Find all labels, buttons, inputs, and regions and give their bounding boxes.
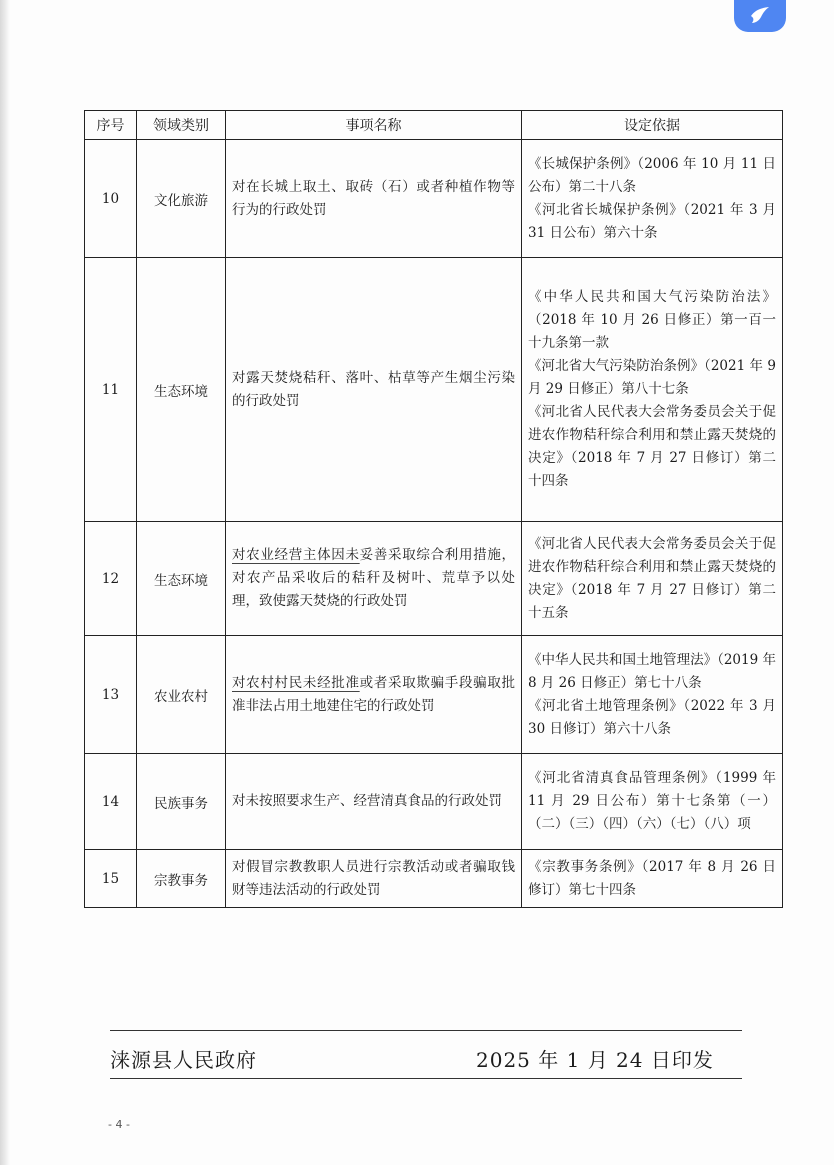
basis-entry: 《宗教事务条例》（2017 年 8 月 26 日修订）第七十四条 — [528, 858, 776, 898]
basis-entry: 《河北省清真食品管理条例》（1999 年 11 月 29 日公布）第十七条第（一）（二）（三）（四）（六）（七）（八）项 — [528, 770, 776, 832]
row-basis — [522, 522, 783, 636]
row-item: 对露天焚烧秸秆、落叶、枯草等产生烟尘污染的行政处罚 — [226, 258, 522, 522]
row-item: 对假冒宗教教职人员进行宗教活动或者骗取钱财等违法活动的行政处罚 — [226, 850, 522, 908]
row-category: 文化旅游 — [137, 140, 226, 258]
table-row — [85, 258, 783, 522]
table-header-row — [85, 111, 783, 140]
basis-entry: 《河北省人民代表大会常务委员会关于促进农作物秸秆综合利用和禁止露天焚烧的决定》（2018 年 7 月 27 日修订）第二十四条 — [528, 404, 776, 489]
basis-entry: 《长城保护条例》（2006 年 10 月 11 日公布）第二十八条 — [528, 155, 776, 195]
footer-divider-top — [110, 1030, 742, 1031]
row-item: 对在长城上取土、取砖（石）或者种植作物等行为的行政处罚 — [226, 140, 522, 258]
bird-logo-icon — [749, 4, 771, 26]
row-seq: 10 — [85, 140, 137, 258]
row-category: 宗教事务 — [137, 850, 226, 908]
row-basis — [522, 140, 783, 258]
row-basis — [522, 754, 783, 850]
header-basis: 设定依据 — [522, 111, 783, 140]
basis-entry: 《中华人民共和国土地管理法》（2019 年 8 月 26 日修正）第七十八条 — [528, 651, 776, 691]
handwritten-underline-text: 对农业经营主体因未 — [232, 547, 360, 563]
row-item — [226, 522, 522, 636]
table-row — [85, 754, 783, 850]
basis-entry: 《河北省土地管理条例》（2022 年 3 月 30 日修订）第六十八条 — [528, 697, 776, 737]
row-seq: 12 — [85, 522, 137, 636]
row-basis — [522, 636, 783, 754]
row-category: 生态环境 — [137, 522, 226, 636]
row-item: 对未按照要求生产、经营清真食品的行政处罚 — [226, 754, 522, 850]
table-row — [85, 636, 783, 754]
page-number: - 4 - — [108, 1118, 130, 1131]
row-category: 农业农村 — [137, 636, 226, 754]
row-basis — [522, 850, 783, 908]
issue-date: 2025 年 1 月 24 日印发 — [476, 1048, 714, 1072]
header-seq: 序号 — [85, 111, 137, 140]
row-item-rest: 或者采取欺骗手段骗取批准非法占用土地建住宅的行政处罚 — [232, 674, 516, 714]
table-row — [85, 850, 783, 908]
table-row — [85, 522, 783, 636]
row-seq: 11 — [85, 258, 137, 522]
penalty-items-table — [84, 110, 783, 908]
page-edge-shadow — [0, 0, 10, 1165]
row-seq: 13 — [85, 636, 137, 754]
row-item-rest: 妥善采取综合利用措施，对农产品采收后的秸秆及树叶、荒草予以处理，致使露天焚烧的行政处罚 — [232, 547, 516, 609]
row-seq: 15 — [85, 850, 137, 908]
issuer-name: 涞源县人民政府 — [110, 1048, 257, 1072]
table-row — [85, 140, 783, 258]
basis-entry: 《中华人民共和国大气污染防治法》（2018 年 10 月 26 日修正）第一百一十九条第一款 — [528, 289, 776, 351]
basis-entry: 《河北省长城保护条例》（2021 年 3 月 31 日公布）第六十条 — [528, 201, 776, 241]
handwritten-underline-text: 对农村村民未经批准 — [232, 674, 360, 691]
row-item — [226, 636, 522, 754]
basis-entry: 《河北省大气污染防治条例》（2021 年 9 月 29 日修正）第八十七条 — [528, 358, 776, 397]
row-basis — [522, 258, 783, 522]
corner-badge[interactable] — [734, 0, 786, 32]
row-category: 民族事务 — [137, 754, 226, 850]
header-item: 事项名称 — [226, 111, 522, 140]
footer-divider-bottom — [110, 1078, 742, 1079]
basis-entry: 《河北省人民代表大会常务委员会关于促进农作物秸秆综合利用和禁止露天焚烧的决定》（2018 年 7 月 27 日修订）第二十五条 — [528, 535, 776, 621]
row-seq: 14 — [85, 754, 137, 850]
row-category: 生态环境 — [137, 258, 226, 522]
header-category: 领域类别 — [137, 111, 226, 140]
